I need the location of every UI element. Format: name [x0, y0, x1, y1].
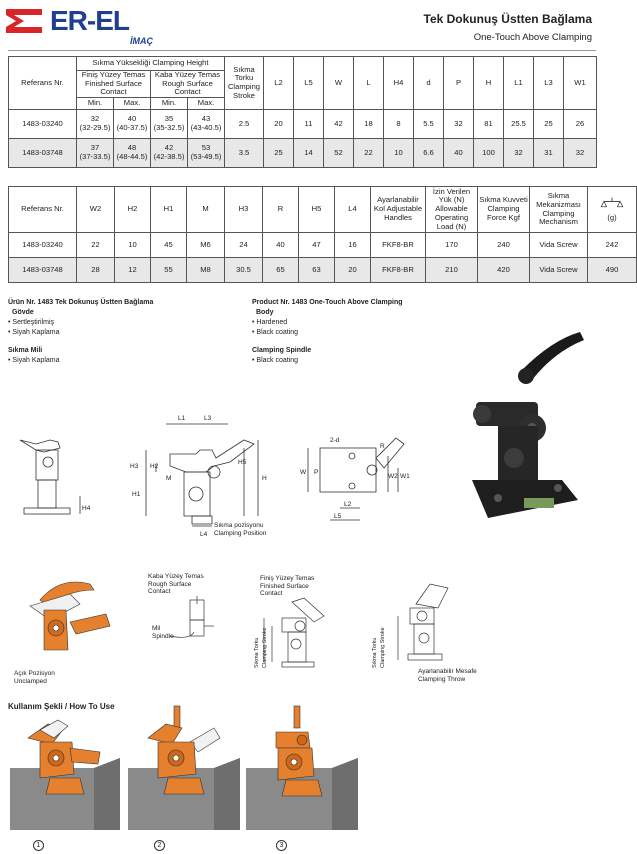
header-min: Min.: [77, 98, 114, 110]
product-title-tr: Ürün Nr. 1483 Tek Dokunuş Üstten Bağlama: [8, 299, 154, 306]
cell-value: 45: [151, 233, 187, 258]
list-item: • Siyah Kaplama: [8, 356, 248, 366]
header-min: Min.: [151, 98, 188, 110]
cell-load: 210: [426, 258, 478, 283]
cell-force: 420: [478, 258, 530, 283]
clamping-throw-label: Ayarlanabilir Mesafe Clamping Throw: [418, 668, 477, 683]
cell-value: 31: [534, 139, 564, 168]
cell-handle: FKF8-BR: [371, 233, 426, 258]
rough-contact-label: Kaba Yüzey Temas Rough Surface Contact: [148, 573, 204, 595]
brand-logo: [6, 7, 166, 49]
header-l4: L4: [335, 187, 371, 233]
how-to-step-3-figure: [246, 702, 358, 830]
dim-h: H: [262, 475, 267, 482]
dim-h2: H2: [150, 463, 159, 470]
cell-value: 22: [354, 139, 384, 168]
cell-fmax: 48 (48-44.5): [114, 139, 151, 168]
dim-w2: W2: [388, 473, 398, 480]
header-h1: H1: [151, 187, 187, 233]
finished-contact-label: Finiş Yüzey Temas Finished Surface Contact: [260, 575, 315, 597]
cell-value: 30.5: [225, 258, 263, 283]
cell-value: 32: [564, 139, 597, 168]
cell-force: 240: [478, 233, 530, 258]
header-finished: Finiş Yüzey Temas Finished Surface Contact: [77, 71, 151, 98]
weight-icon: [601, 196, 623, 214]
table-row: [9, 233, 637, 258]
svg-text:Sıkma Torku: Sıkma Torku: [254, 637, 260, 668]
cell-fmax: 40 (40-37.5): [114, 110, 151, 139]
cell-value: 12: [115, 258, 151, 283]
cell-weight: 242: [588, 233, 637, 258]
cell-value: 32: [444, 110, 474, 139]
brand-subname: İMAÇ: [130, 36, 153, 46]
header-divider: [8, 50, 596, 51]
front-view-drawing: [126, 410, 276, 540]
cell-rmax: 43 (43-40.5): [188, 110, 225, 139]
dim-l2: L2: [344, 501, 352, 508]
top-view-drawing: [300, 428, 410, 528]
cell-mechanism: Vida Screw: [530, 258, 588, 283]
svg-text:Clamping Stroke: Clamping Stroke: [380, 627, 386, 668]
cell-ref: 1483-03748: [9, 139, 77, 168]
product-desc-en: [252, 298, 492, 366]
cell-value: 55: [151, 258, 187, 283]
list-item: • Black coating: [252, 328, 492, 338]
brand-name: ER-EL: [50, 5, 129, 36]
spindle-heading-en: Clamping Spindle: [252, 347, 312, 354]
clamping-throw-figure: [390, 582, 470, 667]
dim-h1: H1: [132, 491, 141, 498]
header-mechanism: Sıkma Mekanizması Clamping Mechanism: [530, 187, 588, 233]
header-h2: H2: [115, 187, 151, 233]
page-title-tr: Tek Dokunuş Üstten Bağlama: [423, 12, 592, 26]
cell-ref: 1483-03240: [9, 110, 77, 139]
header-load: İzin Verilen Yük (N) Allowable Operating Load (N): [426, 187, 478, 233]
header-ref: Referans Nr.: [9, 57, 77, 110]
product-desc-tr: [8, 298, 248, 366]
cell-value: 28: [77, 258, 115, 283]
cell-value: 40: [444, 139, 474, 168]
cell-value: 8: [384, 110, 414, 139]
header-stroke: Sıkma Torku Clamping Stroke: [225, 57, 264, 110]
dim-h5: H5: [238, 459, 247, 466]
body-heading-tr: Gövde: [12, 309, 34, 316]
cell-value: 81: [474, 110, 504, 139]
how-to-step-2-figure: [128, 702, 240, 830]
product-title-en: Product Nr. 1483 One-Touch Above Clamping: [252, 299, 403, 306]
header-h5: H5: [299, 187, 335, 233]
table-row: [9, 258, 637, 283]
cell-value: 14: [294, 139, 324, 168]
dim-h3: H3: [130, 463, 139, 470]
cell-value: 32: [504, 139, 534, 168]
header-l1: L1: [504, 57, 534, 110]
spindle-heading-tr: Sıkma Mili: [8, 347, 43, 354]
cell-ref: 1483-03748: [9, 258, 77, 283]
cell-value: 100: [474, 139, 504, 168]
cell-weight: 490: [588, 258, 637, 283]
cell-value: 5.5: [414, 110, 444, 139]
cell-value: 25: [534, 110, 564, 139]
cell-load: 170: [426, 233, 478, 258]
dim-m: M: [166, 475, 172, 482]
cell-fmin: 32 (32-29.5): [77, 110, 114, 139]
header-w: W: [324, 57, 354, 110]
table-row: [9, 110, 597, 139]
cell-value: 52: [324, 139, 354, 168]
cell-value: 26: [564, 110, 597, 139]
list-item: • Siyah Kaplama: [8, 328, 248, 338]
cell-rmin: 35 (35-32.5): [151, 110, 188, 139]
cell-value: 42: [324, 110, 354, 139]
header-p: P: [444, 57, 474, 110]
cell-stroke: 3.5: [225, 139, 264, 168]
svg-text:Clamping Stroke: Clamping Stroke: [262, 627, 268, 668]
cell-value: 40: [263, 233, 299, 258]
cell-value: 11: [294, 110, 324, 139]
cell-fmin: 37 (37-33.5): [77, 139, 114, 168]
header-w1: W1: [564, 57, 597, 110]
header-w2: W2: [77, 187, 115, 233]
how-to-step-1-figure: [10, 708, 120, 830]
header-handle: Ayarlanabilir Kol Adjustable Handles: [371, 187, 426, 233]
clamp-position-label: Sıkma pozisyonu Clamping Position: [214, 522, 267, 537]
header-ref: Referans Nr.: [9, 187, 77, 233]
list-item: • Hardened: [252, 318, 492, 328]
step-1-badge: 1: [33, 840, 44, 851]
spec-table-1: [8, 56, 597, 168]
header-h3: H3: [225, 187, 263, 233]
dim-l5: L5: [334, 513, 342, 520]
dim-w: W: [300, 469, 307, 476]
cell-mechanism: Vida Screw: [530, 233, 588, 258]
header-l2: L2: [264, 57, 294, 110]
cell-value: 20: [264, 110, 294, 139]
cell-handle: FKF8-BR: [371, 258, 426, 283]
header-rough: Kaba Yüzey Temas Rough Surface Contact: [151, 71, 225, 98]
cell-value: 24: [225, 233, 263, 258]
step-2-badge: 2: [154, 840, 165, 851]
cell-value: M6: [187, 233, 225, 258]
cell-rmin: 42 (42-38.5): [151, 139, 188, 168]
dim-r: R: [380, 443, 385, 450]
cell-ref: 1483-03240: [9, 233, 77, 258]
how-to-use-title: Kullanım Şekli / How To Use: [8, 702, 115, 711]
dim-l3: L3: [204, 415, 212, 422]
dim-2d: 2-d: [330, 437, 340, 444]
body-heading-en: Body: [256, 309, 274, 316]
list-item: • Black coating: [252, 356, 492, 366]
dim-w1: W1: [400, 473, 410, 480]
cell-value: 25.5: [504, 110, 534, 139]
stroke-vertical-label: [252, 620, 272, 670]
dim-l4: L4: [200, 531, 208, 538]
stroke-vertical-label-2: [368, 612, 392, 670]
cell-value: 10: [115, 233, 151, 258]
header-d: d: [414, 57, 444, 110]
cell-value: 63: [299, 258, 335, 283]
cell-rmax: 53 (53-49.5): [188, 139, 225, 168]
header-max: Max.: [114, 98, 151, 110]
unclamped-figure: [10, 570, 120, 660]
cell-value: 6.6: [414, 139, 444, 168]
weight-unit: (g): [607, 213, 617, 223]
side-view-drawing: [14, 430, 94, 520]
cell-value: M8: [187, 258, 225, 283]
header-l5: L5: [294, 57, 324, 110]
header-h4: H4: [384, 57, 414, 110]
header-l3: L3: [534, 57, 564, 110]
list-item: • Sertleştirilmiş: [8, 318, 248, 328]
header-h: H: [474, 57, 504, 110]
svg-text:Sıkma Torku: Sıkma Torku: [372, 637, 378, 668]
dim-p: P: [314, 469, 319, 476]
unclamped-label: Açık Pozisyon Unclamped: [14, 670, 55, 685]
spec-table-2: [8, 186, 637, 283]
header-weight: [588, 187, 637, 233]
cell-value: 20: [335, 258, 371, 283]
cell-value: 18: [354, 110, 384, 139]
spindle-label: Mil Spindle: [152, 625, 174, 640]
header-l: L: [354, 57, 384, 110]
dim-l1: L1: [178, 415, 186, 422]
header-clamp-height: Sıkma Yüksekliği Clamping Height: [77, 57, 225, 71]
cell-value: 65: [263, 258, 299, 283]
cell-value: 10: [384, 139, 414, 168]
header-r: R: [263, 187, 299, 233]
header-force: Sıkma Kuvveti Clamping Force Kgf: [478, 187, 530, 233]
cell-value: 47: [299, 233, 335, 258]
table-row: [9, 139, 597, 168]
dim-h4: H4: [82, 505, 91, 512]
header-m: M: [187, 187, 225, 233]
cell-value: 25: [264, 139, 294, 168]
product-photo: [462, 330, 592, 530]
header-max: Max.: [188, 98, 225, 110]
cell-value: 22: [77, 233, 115, 258]
cell-stroke: 2.5: [225, 110, 264, 139]
page-title-en: One-Touch Above Clamping: [473, 32, 592, 43]
step-3-badge: 3: [276, 840, 287, 851]
brand-mark-icon: [6, 9, 42, 33]
cell-value: 16: [335, 233, 371, 258]
